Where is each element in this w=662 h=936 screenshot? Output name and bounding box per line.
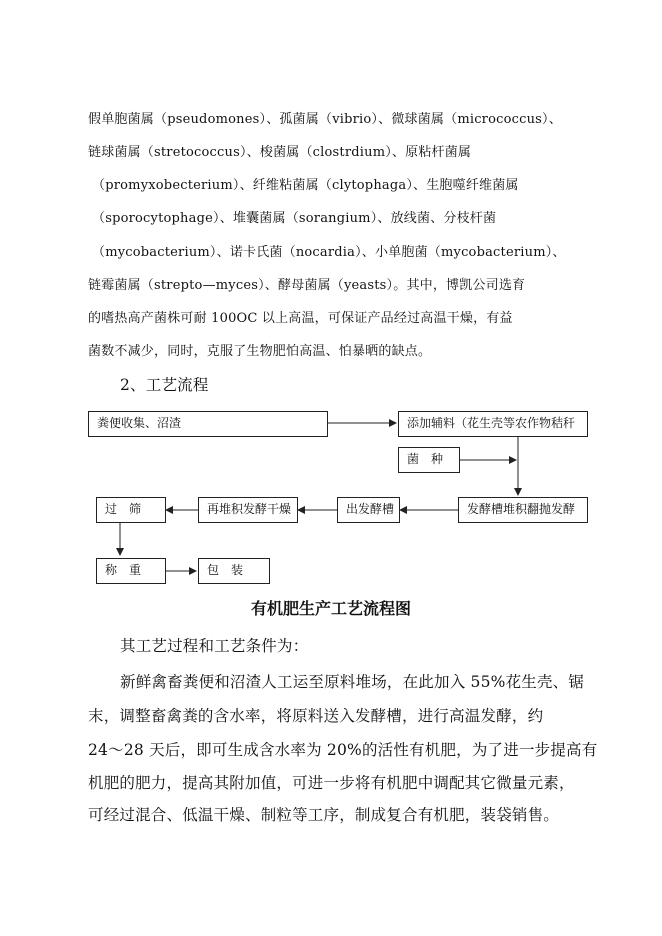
step-collect: 粪便收集、沼渣: [88, 411, 328, 437]
text-line: 机肥的肥力，提高其附加值，可进一步将有机肥中调配其它微量元素，: [88, 774, 575, 792]
text-line: 链霉菌属（strepto—myces）、酵母菌属（yeasts）。其中，博凯公司选育: [88, 278, 526, 293]
text-line: 24～28 天后，即可生成含水率为 20%的活性有机肥，为了进一步提高有: [88, 741, 598, 759]
step-restack: 再堆积发酵干燥: [198, 497, 298, 523]
text-line: 新鲜禽畜粪便和沼渣人工运至原料堆场，在此加入 55%花生壳、锯: [120, 673, 585, 691]
text-line: （mycobacterium）、诺卡氏菌（nocardia）、小单胞菌（mycobacterium）、: [92, 245, 566, 260]
text-line: 其工艺过程和工艺条件为：: [120, 637, 309, 655]
text-line: 假单胞菌属（pseudomones）、孤菌属（vibrio）、微球菌属（micrococcus）、: [88, 112, 562, 127]
text-line: 的嗜热高产菌株可耐 100OC 以上高温，可保证产品经过高温干燥，有益: [88, 311, 513, 326]
text-line: 链球菌属（stretococcus）、梭菌属（clostrdium）、原粘杆菌属: [88, 145, 472, 160]
step-sieve: 过 筛: [96, 497, 166, 523]
text-line: （sporocytophage）、堆囊菌属（sorangium）、放线菌、分枝杆菌: [92, 211, 497, 226]
step-additive: 添加辅料（花生壳等农作物秸秆: [398, 411, 588, 437]
text-line: 末，调整畜禽粪的含水率，将原料送入发酵槽，进行高温发酵，约: [88, 707, 544, 725]
text-line: 菌数不减少，同时，克服了生物肥怕高温、怕暴晒的缺点。: [88, 344, 432, 359]
step-pack: 包 装: [198, 558, 270, 584]
step-strain: 菌 种: [398, 447, 460, 473]
figure-caption: 有机肥生产工艺流程图: [250, 599, 411, 618]
step-weigh: 称 重: [96, 558, 166, 584]
section-heading: 2、工艺流程: [120, 376, 209, 394]
text-line: （promyxobecterium）、纤维粘菌属（clytophaga）、生胞噬纤维菌属: [92, 178, 519, 193]
text-line: 可经过混合、低温干燥、制粒等工序，制成复合有机肥，装袋销售。: [88, 806, 560, 824]
step-ferment-tank: 发酵槽堆积翻抛发酵: [458, 497, 588, 523]
step-out-tank: 出发酵槽: [337, 497, 400, 523]
